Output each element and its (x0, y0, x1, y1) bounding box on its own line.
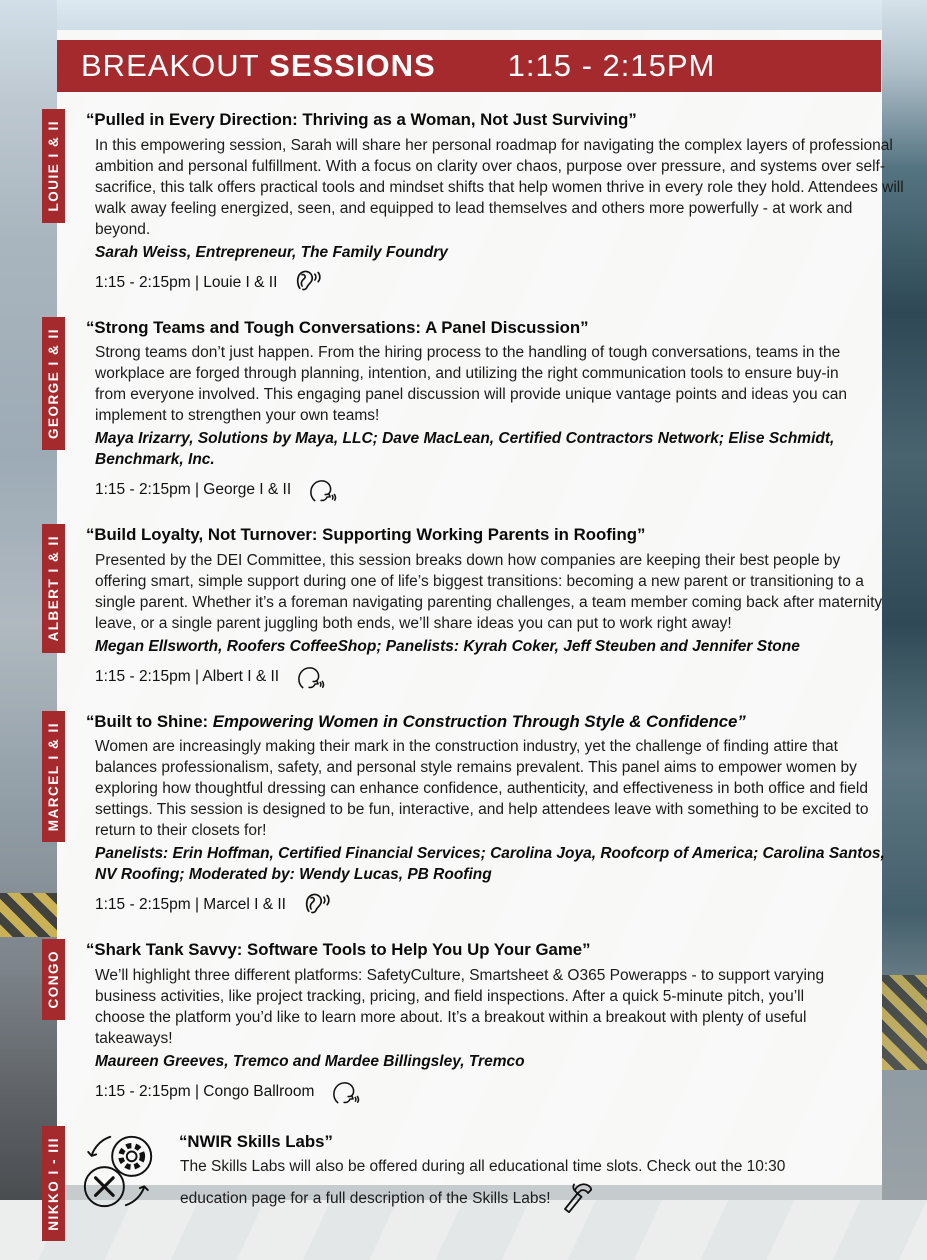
room-tab-label: NIKKO I - III (46, 1136, 61, 1231)
session-time-location-row (95, 268, 912, 298)
page-title-regular: BREAKOUT (81, 48, 260, 83)
skills-labs-description (180, 1156, 800, 1214)
session-time-location: 1:15 - 2:15pm | Marcel I & II (95, 896, 286, 913)
session-george (42, 317, 912, 505)
session-speakers: Panelists: Erin Hoffman, Certified Financial Services; Carolina Joya, Roofcorp of America; Carolina Santos, NV Roofing; Moderated by: Wendy Lucas, PB Roofing (95, 845, 885, 884)
session-time-location: 1:15 - 2:15pm | Albert I & II (95, 667, 280, 685)
session-description: In this empowering session, Sarah will share her personal roadmap for navigating the complex layers of professional ambition and personal fulfillment. With a focus on clarity over chaos, purpose over pressure, and systems over self-sacrifice, this talk offers practical tools and mindset shifts that help women thrive in every role they hold. Attendees will walk away feeling energized, seen, and equipped to lead themselves and others more powerfully - at work and beyond. (95, 136, 904, 238)
speaking-head-icon (307, 475, 337, 505)
speaking-head-icon (295, 662, 325, 692)
skills-labs-description-text: The Skills Labs will also be offered during all educational time slots. Check out the 10:30 education page for a full description of the Skills Labs! (180, 1157, 786, 1208)
session-title: “Pulled in Every Direction: Thriving as a Woman, Not Just Surviving” (86, 110, 637, 129)
session-title-italic: Empowering Women in Construction Through Style & Confidence (212, 711, 738, 731)
session-time-location-row (95, 662, 912, 692)
session-time-location-row (95, 1077, 912, 1107)
session-marcel (42, 711, 912, 920)
hearing-ear-icon (302, 891, 331, 920)
session-time-location: 1:15 - 2:15pm | George I & II (95, 481, 292, 498)
room-tab-louie (42, 109, 65, 223)
header-banner (57, 40, 881, 92)
skills-labs-title: “NWIR Skills Labs” (179, 1131, 333, 1151)
session-time-location: 1:15 - 2:15pm | Louie I & II (95, 273, 278, 291)
room-tab-label: MARCEL I & II (46, 721, 61, 831)
session-title: “Strong Teams and Tough Conversations: A Panel Discussion” (86, 317, 589, 337)
session-time-location: 1:15 - 2:15pm | Congo Ballroom (95, 1082, 315, 1100)
session-albert (42, 524, 912, 692)
room-tab-label: CONGO (46, 950, 61, 1009)
session-title-suffix: ” (737, 711, 746, 731)
room-tab-label: GEORGE I & II (46, 327, 61, 439)
session-title (86, 711, 786, 733)
room-tab-label: ALBERT I & II (46, 535, 61, 642)
session-speakers: Maya Irizarry, Solutions by Maya, LLC; Dave MacLean, Certified Contractors Network; Elise Schmidt, Benchmark, Inc. (95, 430, 835, 469)
page-title-bold: SESSIONS (269, 48, 436, 83)
session-speakers: Megan Ellsworth, Roofers CoffeeShop; Panelists: Kyrah Coker, Jeff Steuben and Jennifer Stone (95, 637, 800, 655)
session-speakers: Maureen Greeves, Tremco and Mardee Billingsley, Tremco (95, 1052, 525, 1070)
session-time-location-row (95, 475, 912, 505)
session-title: “Shark Tank Savvy: Software Tools to Help You Up Your Game” (86, 940, 591, 959)
room-tab-congo (42, 939, 65, 1020)
session-time-location-row (95, 890, 912, 920)
session-congo (42, 939, 912, 1107)
session-skills-labs (42, 1126, 912, 1242)
hearing-ear-icon (293, 268, 322, 297)
session-speakers: Sarah Weiss, Entrepreneur, The Family Foundry (95, 243, 448, 261)
header-time-range: 1:15 - 2:15PM (507, 48, 716, 83)
session-description: Presented by the DEI Committee, this session breaks down how companies are keeping their best people by offering smart, simple support during one of life’s biggest transitions: becoming a new parent or transitioning to a single parent. Whether it’s a foreman navigating parenting challenges, a team member coming back after maternity leave, or a single parent juggling both ends, we’ll share ideas you can put to work right away! (95, 551, 883, 632)
room-tab-albert (42, 524, 65, 653)
room-tab-label: LOUIE I & II (46, 120, 61, 212)
room-tab-marcel (42, 711, 65, 842)
room-tab-nikko (42, 1126, 65, 1242)
sky-band (57, 0, 882, 30)
room-tab-george (42, 317, 65, 450)
sessions-list (42, 109, 912, 1260)
speaking-head-icon (330, 1077, 360, 1107)
session-description: Strong teams don’t just happen. From the hiring process to the handling of tough conversations, teams in the workplace are forged through planning, intention, and utilizing the right communication tools to ensure buy-in from everyone involved. This engaging panel discussion will provide unique vantage points and ideas you can implement to strengthen your own teams! (95, 344, 847, 425)
page-title (81, 48, 436, 84)
session-title-prefix: “Built to Shine: (86, 711, 213, 731)
session-description: Women are increasingly making their mark in the construction industry, yet the challenge of finding attire that balances professionalism, safety, and personal style remains prevalent. This panel aims to empower women by exploring how thoughtful dressing can enhance confidence, authenticity, and effectiveness in both office and field settings. This session is designed to be fun, interactive, and help attendees leave with something to be excited to return to their closets for! (95, 738, 869, 840)
gear-and-tools-cycle-icon (78, 1128, 162, 1214)
session-description: We’ll highlight three different platforms: SafetyCulture, Smartsheet & O365 Powerapps - to support varying business activities, like project tracking, pricing, and field inspections. After a quick 5-minute pitch, you’ll choose the platform you’d like to learn more about. It’s a breakout within a breakout with plenty of useful takeaways! (95, 966, 825, 1047)
hammer-icon (558, 1177, 592, 1213)
session-title: “Build Loyalty, Not Turnover: Supporting Working Parents in Roofing” (86, 525, 646, 544)
session-louie (42, 109, 912, 298)
